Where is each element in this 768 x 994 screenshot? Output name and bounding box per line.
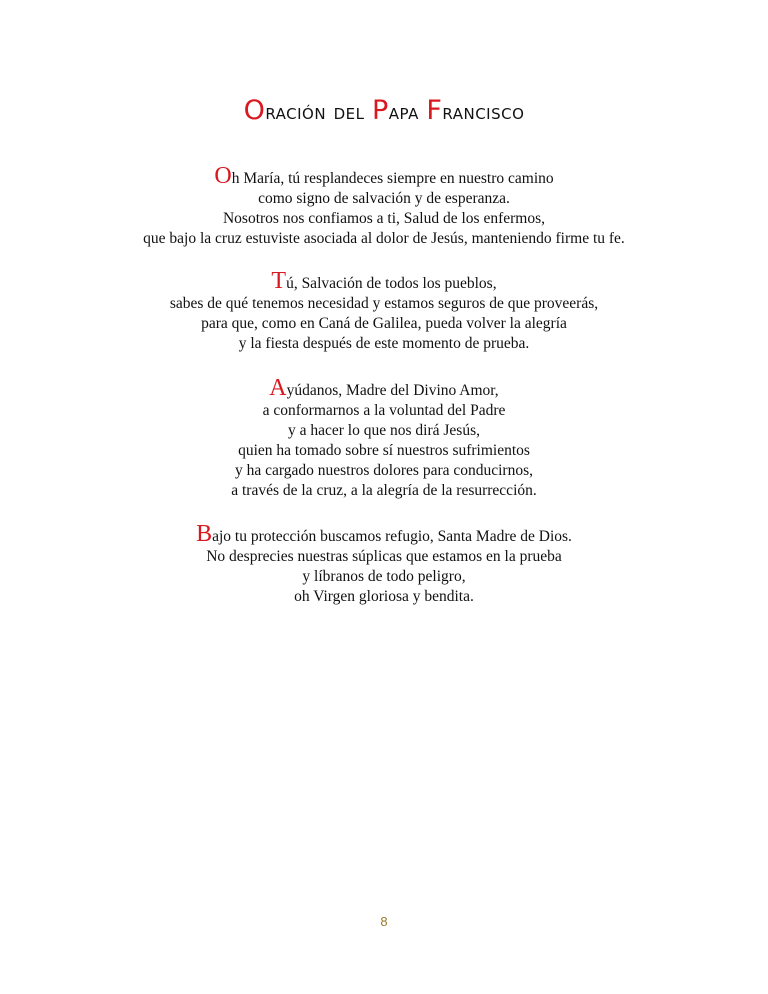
- stanza-line: oh Virgen gloriosa y bendita.: [294, 588, 474, 605]
- stanza-line: y líbranos de todo peligro,: [302, 568, 466, 585]
- title-word-oracion: ración: [265, 100, 327, 125]
- stanza-line: quien ha tomado sobre sí nuestros sufrimientos: [238, 442, 530, 459]
- first-line-text: ajo tu protección buscamos refugio, Santa Madre de Dios.: [212, 528, 572, 545]
- title-initial-f: F: [426, 95, 443, 126]
- stanza-line: [40, 268, 728, 294]
- stanza-line: [40, 375, 728, 401]
- stanza-line: como signo de salvación y de esperanza.: [258, 190, 510, 207]
- stanza-line: No desprecies nuestras súplicas que estamos en la prueba: [206, 548, 562, 565]
- title-word-del: del: [326, 100, 372, 125]
- stanza-line: y ha cargado nuestros dolores para conducirnos,: [235, 462, 533, 479]
- page-title: [0, 96, 768, 128]
- stanza-4: [40, 521, 728, 607]
- stanza-line: Nosotros nos confiamos a ti, Salud de los enfermos,: [222, 210, 545, 227]
- stanza-2: [40, 268, 728, 354]
- stanza-line: para que, como en Caná de Galilea, pueda volver la alegría: [201, 315, 567, 332]
- stanza-line: [40, 521, 728, 547]
- first-line-text: ú, Salvación de todos los pueblos,: [286, 275, 497, 292]
- first-line-text: h María, tú resplandeces siempre en nuestro camino: [231, 170, 554, 187]
- stanza-line: y a hacer lo que nos dirá Jesús,: [288, 422, 480, 439]
- title-initial-o: O: [243, 95, 266, 126]
- stanza-line: a conformarnos a la voluntad del Padre: [262, 402, 506, 419]
- drop-initial: B: [196, 521, 213, 547]
- stanza-line: que bajo la cruz estuviste asociada al dolor de Jesús, manteniendo firme tu fe.: [143, 230, 625, 247]
- title-word-papa: apa: [388, 100, 427, 125]
- stanza-line: [40, 163, 728, 189]
- stanza-3: [40, 375, 728, 501]
- drop-initial: O: [214, 163, 232, 189]
- stanza-1: [40, 163, 728, 249]
- first-line-text: yúdanos, Madre del Divino Amor,: [286, 382, 499, 399]
- drop-initial: A: [269, 375, 287, 401]
- stanza-line: a través de la cruz, a la alegría de la resurrección.: [231, 482, 537, 499]
- title-initial-p: P: [371, 95, 389, 126]
- stanza-line: sabes de qué tenemos necesidad y estamos seguros de que proveerás,: [169, 295, 599, 312]
- drop-initial: T: [271, 268, 287, 294]
- title-word-francisco: rancisco: [442, 100, 525, 125]
- page-number: 8: [380, 914, 388, 929]
- stanza-line: y la fiesta después de este momento de prueba.: [238, 335, 530, 352]
